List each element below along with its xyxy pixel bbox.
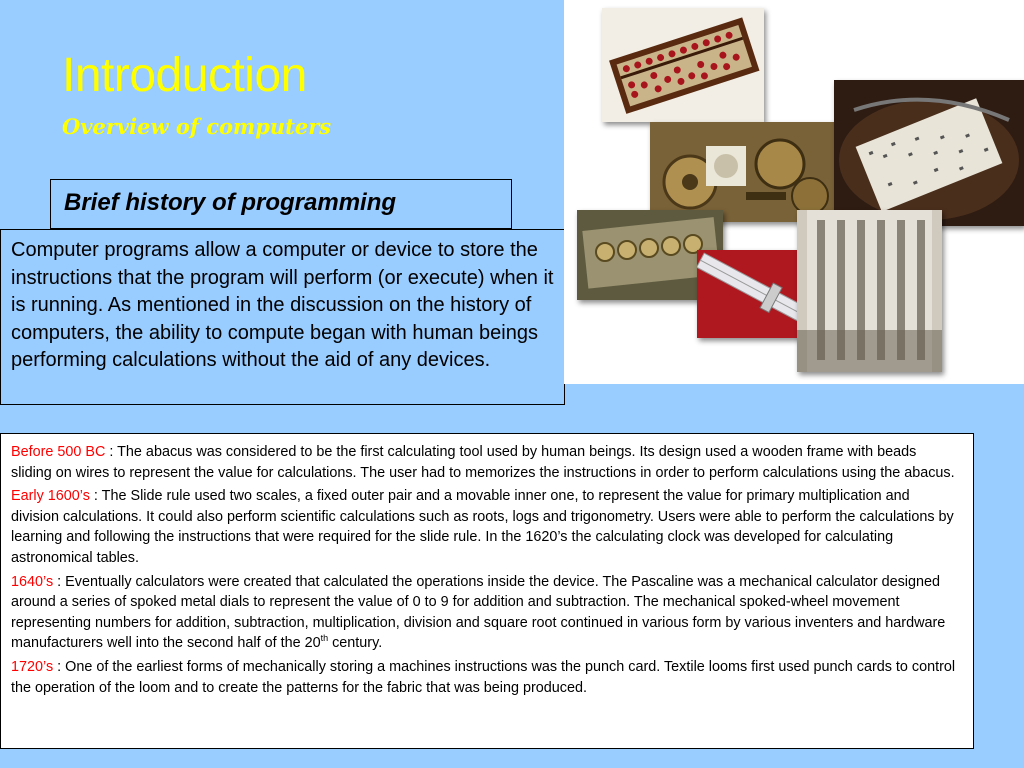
history-era: 1640’s (11, 573, 54, 590)
jacquard-loom-cards-photo (797, 210, 942, 372)
punch-card-icon (834, 80, 1024, 226)
history-text: : The abacus was considered to be the first calculating tool used by human beings. Its design used a wooden frame with beads sliding on wires to represent the value for calculations. The user had to memorizes the instructions in order to perform calculations using the abacus. (11, 444, 955, 481)
slide-title: Introduction (62, 49, 307, 102)
abacus-icon (602, 8, 764, 122)
section-heading: Brief history of programming (64, 189, 397, 216)
calculating-clock-photo (650, 122, 836, 222)
history-era: Before 500 BC (11, 444, 106, 460)
history-text-tail: century. (328, 635, 383, 652)
intro-text-box: Computer programs allow a computer or device to store the instructions that the program will perform (or execute) when it is running. As mentioned in the discussion on the history of computers, the ability to compute began with human beings performing calculations without the aid of any devices. (0, 229, 565, 405)
abacus-photo (602, 8, 764, 122)
gears-icon (650, 122, 836, 222)
history-text: : The Slide rule used two scales, a fixed outer pair and a movable inner one, to represent the value for primary multiplication and division calculations. It could also perform scientific calculations such as roots, logs and trigonometry. Users were able to perform the calculations by learning and following the instructions that were required for the slide rule. In the 1620’s the calculating clock was developed for calculating astronomical tables. (11, 488, 954, 566)
history-entry (11, 572, 961, 654)
slide-subtitle: Overview of computers (62, 114, 332, 139)
history-era: 1720’s (11, 658, 54, 675)
loom-cards-icon (797, 210, 942, 372)
history-entry (11, 486, 961, 568)
punch-card-machine-photo (834, 80, 1024, 226)
superscript: th (320, 633, 329, 644)
history-text: : One of the earliest forms of mechanically storing a machines instructions was the punch card. Textile looms first used punch cards to control the operation of the loom and to create the patterns for the fabric that was being produced. (11, 658, 956, 696)
history-entry (11, 442, 961, 483)
history-timeline-box (0, 433, 974, 749)
history-text: : Eventually calculators were created that calculated the operations inside the device. The Pascaline was a mechanical calculator designed around a series of spoked metal dials to represent the value of 0 to 9 for addition and subtraction. The mechanical spoked-wheel movement representing numbers for addition, subtraction, multiplication, division and square root continued in various form by various inventers and hardware manufacturers well into the second half of the 20 (11, 573, 946, 652)
section-heading-box (50, 179, 512, 229)
history-entry (11, 657, 961, 698)
history-era: Early 1600’s (11, 488, 90, 505)
computer-history-collage (564, 0, 1024, 384)
